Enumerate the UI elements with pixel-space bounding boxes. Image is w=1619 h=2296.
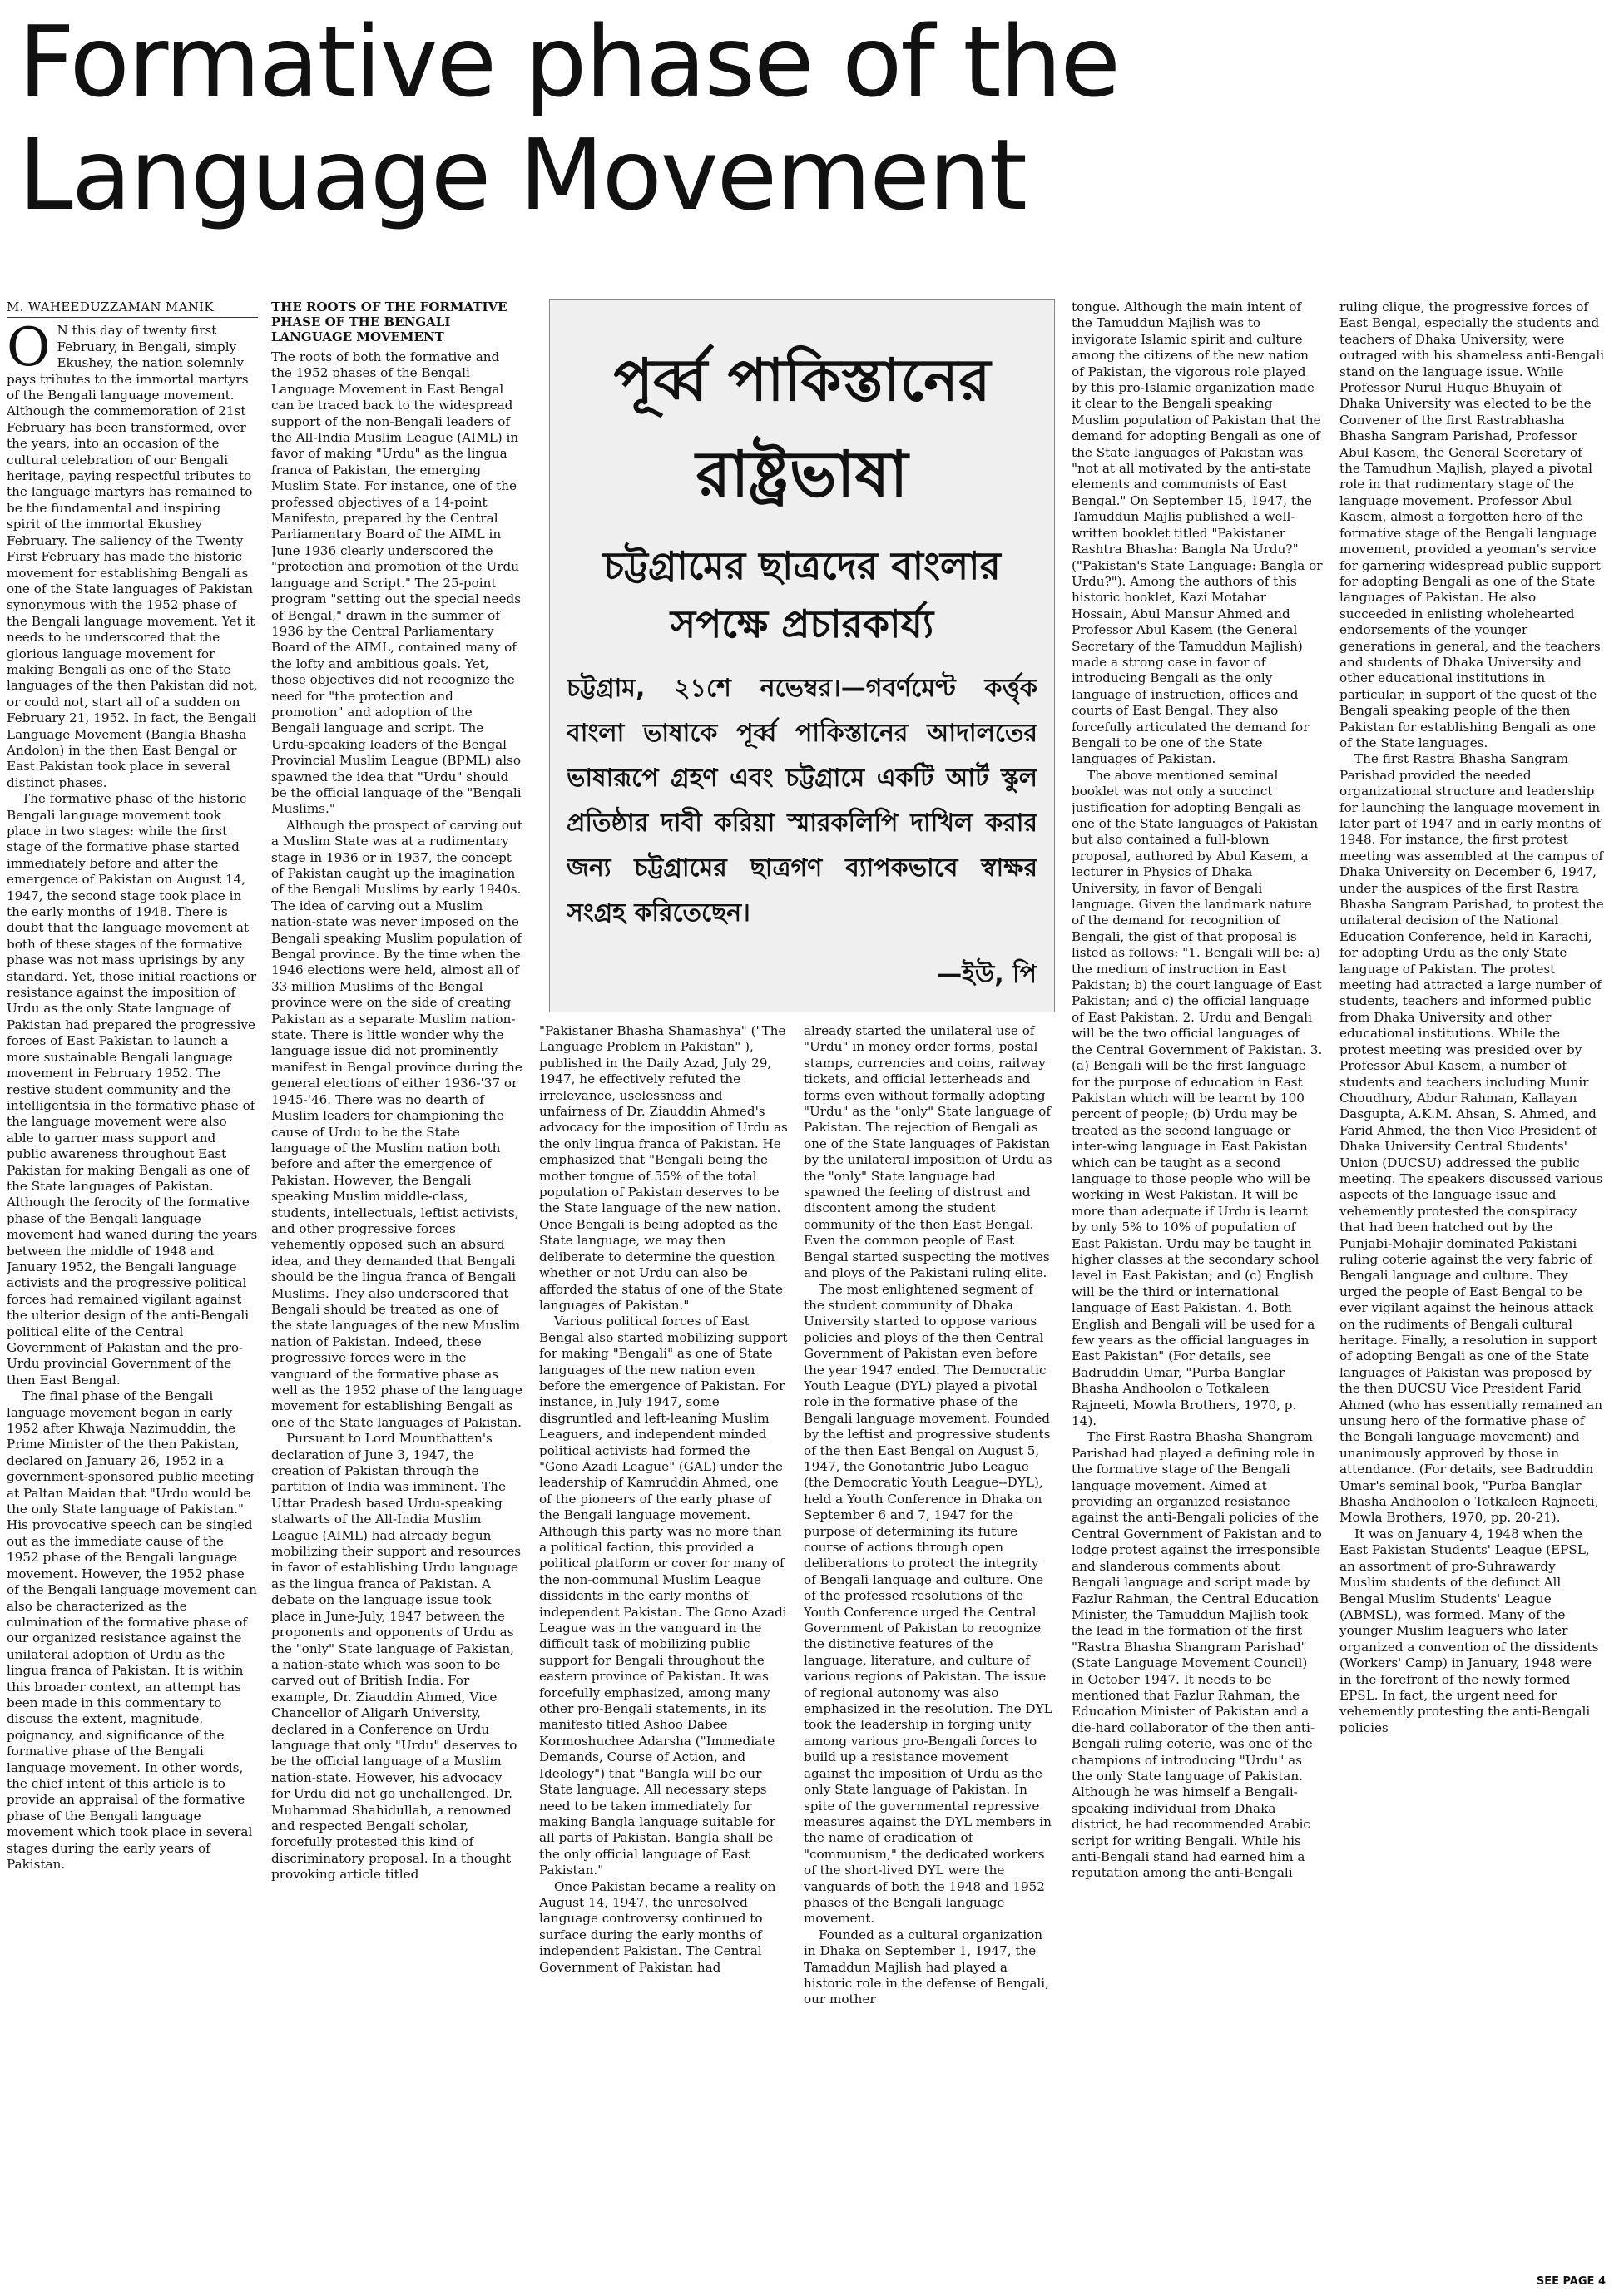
- column-5: [1072, 299, 1323, 2271]
- continued-on-page-tag: SEE PAGE 4: [1536, 2275, 1606, 2288]
- column-2: [271, 299, 522, 2271]
- clipping-line-4: সপক্ষে প্রচারকার্য্য: [670, 601, 934, 646]
- col2-p1: The roots of both the formative and the 1952 phases of the Bengali Language Movement in East Bengal can be traced back to the widespread support of the non-Bengali leaders of the All-India Muslim League (AIML) in favor of making "Urdu" as the lingua franca of Pakistan, the emerging Muslim State. For instance, one of the professed objectives of a 14-point Manifesto, prepared by the Central Parliamentary Board of the AIML in June 1936 clearly underscored the "protection and promotion of the Urdu language and Script." The 25-point program "setting out the special needs of Bengal," drawn in the summer of 1936 by the Central Parliamentary Board of the AIML, contained many of the lofty and ambitious goals. Yet, those objectives did not recognize the need for "the protection and promotion" and adoption of the Bengali language and script. The Urdu-speaking leaders of the Bengal Provincial Muslim League (BPML) also spawned the idea that "Urdu" should be the official language of the "Bengali Muslims.": [271, 349, 522, 817]
- clipping-body: চট্টগ্রাম, ২১শে নভেম্বর।—গবর্ণমেণ্ট কর্ত্তৃক বাংলা ভাষাকে পূর্ব্ব পাকিস্তানের আদালতের ভাষারূপে গ্রহণ এবং চট্টগ্রামে একটি আর্ট স্কুল প্রতিষ্ঠার দাবী করিয়া স্মারকলিপি দাখিল করার জন্য চট্টগ্রামের ছাত্রগণ ব্যাপকভাবে স্বাক্ষর সংগ্রহ করিতেছেন।: [567, 674, 1037, 928]
- byline: M. WAHEEDUZZAMAN MANIK: [7, 299, 258, 318]
- col4-p2: The most enlightened segment of the student community of Dhaka University started to oppose various policies and ploys of the then Central Government of Pakistan even before the year 1947 ended. The Democratic Youth League (DYL) played a pivotal role in the formative phase of the Bengali language movement. Founded by the leftist and progressive students of the then East Bengal on August 5, 1947, the Gonotantric Jubo League (the Democratic Youth League--DYL), held a Youth Conference in Dhaka on September 6 and 7, 1947 for the purpose of determining its future course of actions through open deliberations to protect the integrity of Bengali language and culture. One of the professed resolutions of the Youth Conference urged the Central Government of Pakistan to recognize the distinctive features of the language, literature, and culture of various regions of Pakistan. The issue of regional autonomy was also emphasized in the resolution. The DYL took the leadership in forging unity among various pro-Bengali forces to build up a resistance movement against the imposition of Urdu as the only State language of Pakistan. In spite of the governmental repressive measures against the DYL members in the name of eradication of "communism," the dedicated workers of the short-lived DYL were the vanguards of both the 1948 and 1952 phases of the Bengali language movement.: [804, 1281, 1052, 1927]
- column-4: [804, 1023, 1055, 2271]
- clipping-line-2: রাষ্ট্রভাষা: [696, 437, 909, 511]
- col5-p2: The above mentioned seminal booklet was not only a succinct justification for adopting Bengali as one of the State languages of Pakistan but also contained a full-blown proposal, authored by Abul Kasem, a lecturer in Physics of Dhaka University, in favor of Bengali language. Given the landmark nature of the demand for recognition of Bengali, the gist of that proposal is listed as follows: "1. Bengali will be: a) the medium of instruction in East Pakistan; b) the court language of East Pakistan; and c) the official language of East Pakistan. 2. Urdu and Bengali will be the two official languages of the Central Government of Pakistan. 3. (a) Bengali will be the first language for the purpose of education in East Pakistan which will be learnt by 100 percent of people; (b) Urdu may be treated as the second language or inter-wing language in East Pakistan which can be taught as a second language to those people who will be working in West Pakistan. It will be more than adequate if Urdu is learnt by only 5% to 10% of population of East Pakistan. Urdu may be taught in higher classes at the secondary school level in East Pakistan; and (c) English will be the third or international language of East Pakistan. 4. Both English and Bengali will be used for a few years as the official languages in East Pakistan" (For details, see Badruddin Umar, "Purba Banglar Bhasha Andhoolon o Totkaleen Rajneeti, Mowla Brothers, 1970, p. 14).: [1072, 767, 1323, 1429]
- col3-p2: Various political forces of East Bengal also started mobilizing support for making "Bengali" as one of State languages of the new nation even before the emergence of Pakistan. For instance, in July 1947, some disgruntled and left-leaning Muslim Leaguers, and independent minded political activists had formed the "Gono Azadi League" (GAL) under the leadership of Kamruddin Ahmed, one of the pioneers of the early phase of the Bengali language movement. Although this party was no more than a political faction, this provided a political platform or cover for many of the non-communal Muslim League dissidents in the early months of independent Pakistan. The Gono Azadi League was in the vanguard in the difficult task of mobilizing public support for Bengali throughout the eastern province of Pakistan. It was forcefully emphasized, among many other pro-Bengali statements, in its manifesto titled Ashoo Dabee Kormoshuchee Adarsha ("Immediate Demands, Course of Action, and Ideology") that "Bangla will be our State language. All necessary steps need to be taken immediately for making Bangla language suitable for all parts of Pakistan. Bangla shall be the only official language of East Pakistan.": [539, 1314, 788, 1878]
- intro-paragraph: [7, 317, 258, 791]
- clipping-graphic: [550, 300, 1054, 1012]
- col3-p1: "Pakistaner Bhasha Shamashya" ("The Language Problem in Pakistan" ), published in the Daily Azad, July 29, 1947, he effectively refuted the irrelevance, uselessness and unfairness of Dr. Ziauddin Ahmed's advocacy for the imposition of Urdu as the only lingua franca of Pakistan. He emphasized that "Bengali being the mother tongue of 55% of the total population of Pakistan deserves to be the State language of the new nation. Once Bengali is being adopted as the State language, we may then deliberate to determine the question whether or not Urdu can also be afforded the status of one of the State languages of Pakistan.": [539, 1023, 788, 1313]
- headline-line-1: Formative phase of the: [18, 4, 1120, 119]
- col5-p3: The First Rastra Bhasha Shangram Parishad had played a defining role in the formative stage of the Bengali language movement. Aimed at providing an organized resistance against the anti-Bengali policies of the Central Government of Pakistan and to lodge protest against the irresponsible and slanderous comments about Bengali language and script made by Fazlur Rahman, the Central Education Minister, the Tamuddun Majlish took the lead in the formation of the first "Rastra Bhasha Shangram Parishad" (State Language Movement Council) in October 1947. It needs to be mentioned that Fazlur Rahman, the Education Minister of Pakistan and a die-hard collaborator of the then anti-Bengali ruling coterie, was one of the champions of introducing "Urdu" as the only State language of Pakistan. Although he was himself a Bengali-speaking individual from Dhaka district, he had recommended Arabic script for writing Bengali. While his anti-Bengali stand had earned him a reputation among the anti-Bengali: [1072, 1429, 1322, 1881]
- section-heading: THE ROOTS OF THE FORMATIVE PHASE OF THE BENGALI LANGUAGE MOVEMENT: [271, 299, 507, 344]
- clipping-line-1: পূর্ব্ব পাকিস্তানের: [613, 346, 991, 414]
- col6-p3: It was on January 4, 1948 when the East Pakistan Students' League (EPSL, an assortment of pro-Suhrawardy Muslim students of the defunct All Bengal Muslim Students' League (ABMSL), was formed. Many of the younger Muslim leaguers who later organized a convention of the dissidents (Workers' Camp) in January, 1948 were in the forefront of the newly formed EPSL. In fact, the urgent need for vehemently protesting the anti-Bengali policies: [1339, 1526, 1599, 1735]
- col1-p2: The formative phase of the historic Bengali language movement took place in two stages: while the first stage of the formative phase started immediately before and after the emergence of Pakistan on August 14, 1947, the second stage took place in the early months of 1948. There is doubt that the language movement at both of these stages of the formative phase was not mass uprisings by any standard. Yet, those initial reactions or resistance against the imposition of Urdu as the only State language of Pakistan had prepared the progressive forces of East Pakistan to launch a more sustainable Bengali language movement in February 1952. The restive student community and the intelligentsia in the formative phase of the language movement were also able to garner mass support and public awareness throughout East Pakistan for making Bengali as one of the State languages of Pakistan. Although the ferocity of the formative phase of the Bengali language movement had waned during the years between the middle of 1948 and January 1952, the Bengali language activists and the progressive political forces had remained vigilant against the ulterior design of the anti-Bengali political elite of the Central Government of Pakistan and the pro-Urdu provincial Government of the then East Bengal.: [7, 791, 258, 1388]
- col6-p2: The first Rastra Bhasha Sangram Parishad provided the needed organizational structure and leadership for launching the language movement in later part of 1947 and in early months of 1948. For instance, the first protest meeting was assembled at the campus of Dhaka University on December 6, 1947, under the auspices of the first Rastra Bhasha Sangram Parishad, to protest the unilateral decision of the National Education Conference, held in Karachi, for adopting Urdu as the only State language of Pakistan. The protest meeting had attracted a large number of students, teachers and informed public from Dhaka University and other educational institutions. While the protest meeting was presided over by Professor Abul Kasem, a number of students and teachers including Munir Choudhury, Abdur Rahman, Kallayan Dasgupta, A.K.M. Ahsan, S. Ahmed, and Farid Ahmed, the then Vice President of Dhaka University Central Students' Union (DUCSU) addressed the public meeting. The speakers discussed various aspects of the language issue and vehemently protested the conspiracy that had been hatched out by the Punjabi-Mohajir dominated Pakistani ruling coterie against the very fabric of Bengali language and culture. They urged the people of East Bengal to be ever vigilant against the heinous attack on the rudiments of Bengali cultural heritage. Finally, a resolution in support of adopting Bengali as one of the State languages of Pakistan was proposed by the then DUCSU Vice President Farid Ahmed (who has essentially remained an unsung hero of the formative phase of the Bengali language movement) and unanimously approved by those in attendance. (For details, see Badruddin Umar's seminal book, "Purba Banglar Bhasha Andhoolon o Totkaleen Rajneeti, Mowla Brothers, 1970, pp. 20-21).: [1339, 751, 1604, 1526]
- headline-line-2: Language Movement: [18, 117, 1026, 232]
- col1-p3: The final phase of the Bengali language movement began in early 1952 after Khwaja Nazimuddin, the Prime Minister of the then Pakistan, declared on January 26, 1952 in a government-sponsored public meeting at Paltan Maidan that "Urdu would be the only State language of Pakistan." His provocative speech can be singled out as the immediate cause of the 1952 phase of the Bengali language movement. However, the 1952 phase of the Bengali language movement can also be characterized as the culmination of the formative phase of our organized resistance against the unilateral adoption of Urdu as the lingua franca of Pakistan. It is within this broader context, an attempt has been made in this commentary to discuss the extent, magnitude, poignancy, and significance of the formative phase of the Bengali language movement. In other words, the chief intent of this article is to provide an appraisal of the formative phase of the Bengali language movement which took place in several stages during the early years of Pakistan.: [7, 1388, 257, 1872]
- dropcap: O: [7, 317, 51, 379]
- column-1: [7, 299, 258, 2271]
- clipping-credit: —ইউ, পি: [937, 960, 1037, 989]
- col1-p1: N this day of twenty first February, in Bengali, simply Ekushey, the nation solemnly pays tributes to the immortal martyrs of the Bengali language movement. Although the commemoration of 21st February has been transformed, over the years, into an occasion of the cultural celebration of our Bengali heritage, paying respectful tributes to the language martyrs has remained to be the fundamental and inspiring spirit of the immortal Ekushey February. The saliency of the Twenty First February has made the historic movement for establishing Bengali as one of the State languages of Pakistan synonymous with the 1952 phase of the Bengali language movement. Yet it needs to be underscored that the glorious language movement for making Bengali as one of the State languages of the then Pakistan did not, or could not, start all of a sudden on February 21, 1952. In fact, the Bengali Language Movement (Bangla Bhasha Andolon) in the then East Bengal or East Pakistan took place in several distinct phases.: [7, 323, 258, 790]
- col4-p3: Founded as a cultural organization in Dhaka on September 1, 1947, the Tamaddun Majlish had played a historic role in the defense of Bengali, our mother: [804, 1927, 1049, 2007]
- column-3: [539, 1023, 790, 2271]
- col2-p2: Although the prospect of carving out a Muslim State was at a rudimentary stage in 1936 or in 1937, the concept of Pakistan caught up the imagination of the Bengali Muslims by early 1940s. The idea of carving out a Muslim nation-state was never imposed on the Bengali speaking Muslim population of Bengal province. By the time when the 1946 elections were held, almost all of 33 million Muslims of the Bengal province were on the side of creating Pakistan as a separate Muslim nation-state. There is little wonder why the language issue did not prominently manifest in Bengal province during the general elections of either 1936-'37 or 1945-'46. There was no dearth of Muslim leaders for championing the cause of Urdu to be the State language of the Muslim nation both before and after the emergence of Pakistan. However, the Bengali speaking Muslim middle-class, students, intellectuals, leftist activists, and other progressive forces vehemently opposed such an absurd idea, and they demanded that Bengali should be the lingua franca of Bengali Muslims. They also underscored that Bengali should be treated as one of the state languages of the new Muslim nation of Pakistan. Indeed, these progressive forces were in the vanguard of the formative phase as well as the 1952 phase of the language movement for establishing Bengali as one of the State languages of Pakistan.: [271, 817, 522, 1430]
- clipping-line-3: চট্টগ্রামের ছাত্রদের বাংলার: [603, 543, 1001, 588]
- col4-p1: already started the unilateral use of "Urdu" in money order forms, postal stamps, currencies and coins, railway tickets, and official letterheads and forms even without formally adopting "Urdu" as the "only" State language of Pakistan. The rejection of Bengali as one of the State languages of Pakistan by the unilateral imposition of Urdu as the "only" State language had spawned the feeling of distrust and discontent among the student community of the then East Bengal. Even the common people of East Bengal started suspecting the motives and ploys of the Pakistani ruling elite.: [804, 1023, 1052, 1281]
- headline: [18, 5, 1599, 231]
- col5-p1: tongue. Although the main intent of the Tamuddun Majlish was to invigorate Islamic spirit and culture among the citizens of the new nation of Pakistan, the vigorous role played by this pro-Islamic organization made it clear to the Bengali speaking Muslim population of Pakistan that the demand for adopting Bengali as one of the State languages of Pakistan was "not at all motivated by the anti-state elements and communists of East Bengal." On September 15, 1947, the Tamuddun Majlis published a well-written booklet titled "Pakistaner Rashtra Bhasha: Bangla Na Urdu?" ("Pakistan's State Language: Bangla or Urdu?"). Among the authors of this historic booklet, Kazi Motahar Hossain, Abul Mansur Ahmed and Professor Abul Kasem (the General Secretary of the Tamuddun Majlish) made a strong case in favor of introducing Bengali as the only language of instruction, offices and courts of East Bengal. They also forcefully articulated the demand for Bengali to be one of the State languages of Pakistan.: [1072, 299, 1323, 767]
- col3-p3: Once Pakistan became a reality on August 14, 1947, the unresolved language controversy continued to surface during the early months of independent Pakistan. The Central Government of Pakistan had: [539, 1878, 776, 1975]
- col6-p1: ruling clique, the progressive forces of East Bengal, especially the students and teachers of Dhaka University, were outraged with his shameless anti-Bengali stand on the language issue. While Professor Nurul Huque Bhuyain of Dhaka University was elected to be the Convener of the first Rastrabhasha Bhasha Sangram Parishad, Professor Abul Kasem, the General Secretary of the Tamudhun Majlish, played a pivotal role in that rudimentary stage of the language movement. Professor Abul Kasem, almost a forgotten hero of the formative stage of the Bengali language movement, provided a yeoman's service for garnering widespread public support for adopting Bengali as one of the State languages of Pakistan. He also succeeded in enlisting wholehearted endorsements of the younger generations in general, and the teachers and students of Dhaka University and other educational institutions in particular, in support of the quest of the Bengali speaking people of the then Pakistan for establishing Bengali as one of the State languages.: [1339, 299, 1605, 750]
- column-6: [1339, 299, 1606, 2271]
- newspaper-clipping-image: [549, 299, 1055, 1012]
- col2-p3: Pursuant to Lord Mountbatten's declaration of June 3, 1947, the creation of Pakistan through the partition of India was imminent. The Uttar Pradesh based Urdu-speaking stalwarts of the All-India Muslim League (AIML) had already begun mobilizing their support and resources in favor of establishing Urdu language as the lingua franca of Pakistan. A debate on the language issue took place in June-July, 1947 between the proponents and opponents of Urdu as the "only" State language of Pakistan, a nation-state which was soon to be carved out of British India. For example, Dr. Ziauddin Ahmed, Vice Chancellor of Aligarh University, declared in a Conference on Urdu language that only "Urdu" deserves to be the official language of a Muslim nation-state. However, his advocacy for Urdu did not go unchallenged. Dr. Muhammad Shahidullah, a renowned and respected Bengali scholar, forcefully protested this kind of discriminatory proposal. In a thought provoking article titled: [271, 1431, 522, 1883]
